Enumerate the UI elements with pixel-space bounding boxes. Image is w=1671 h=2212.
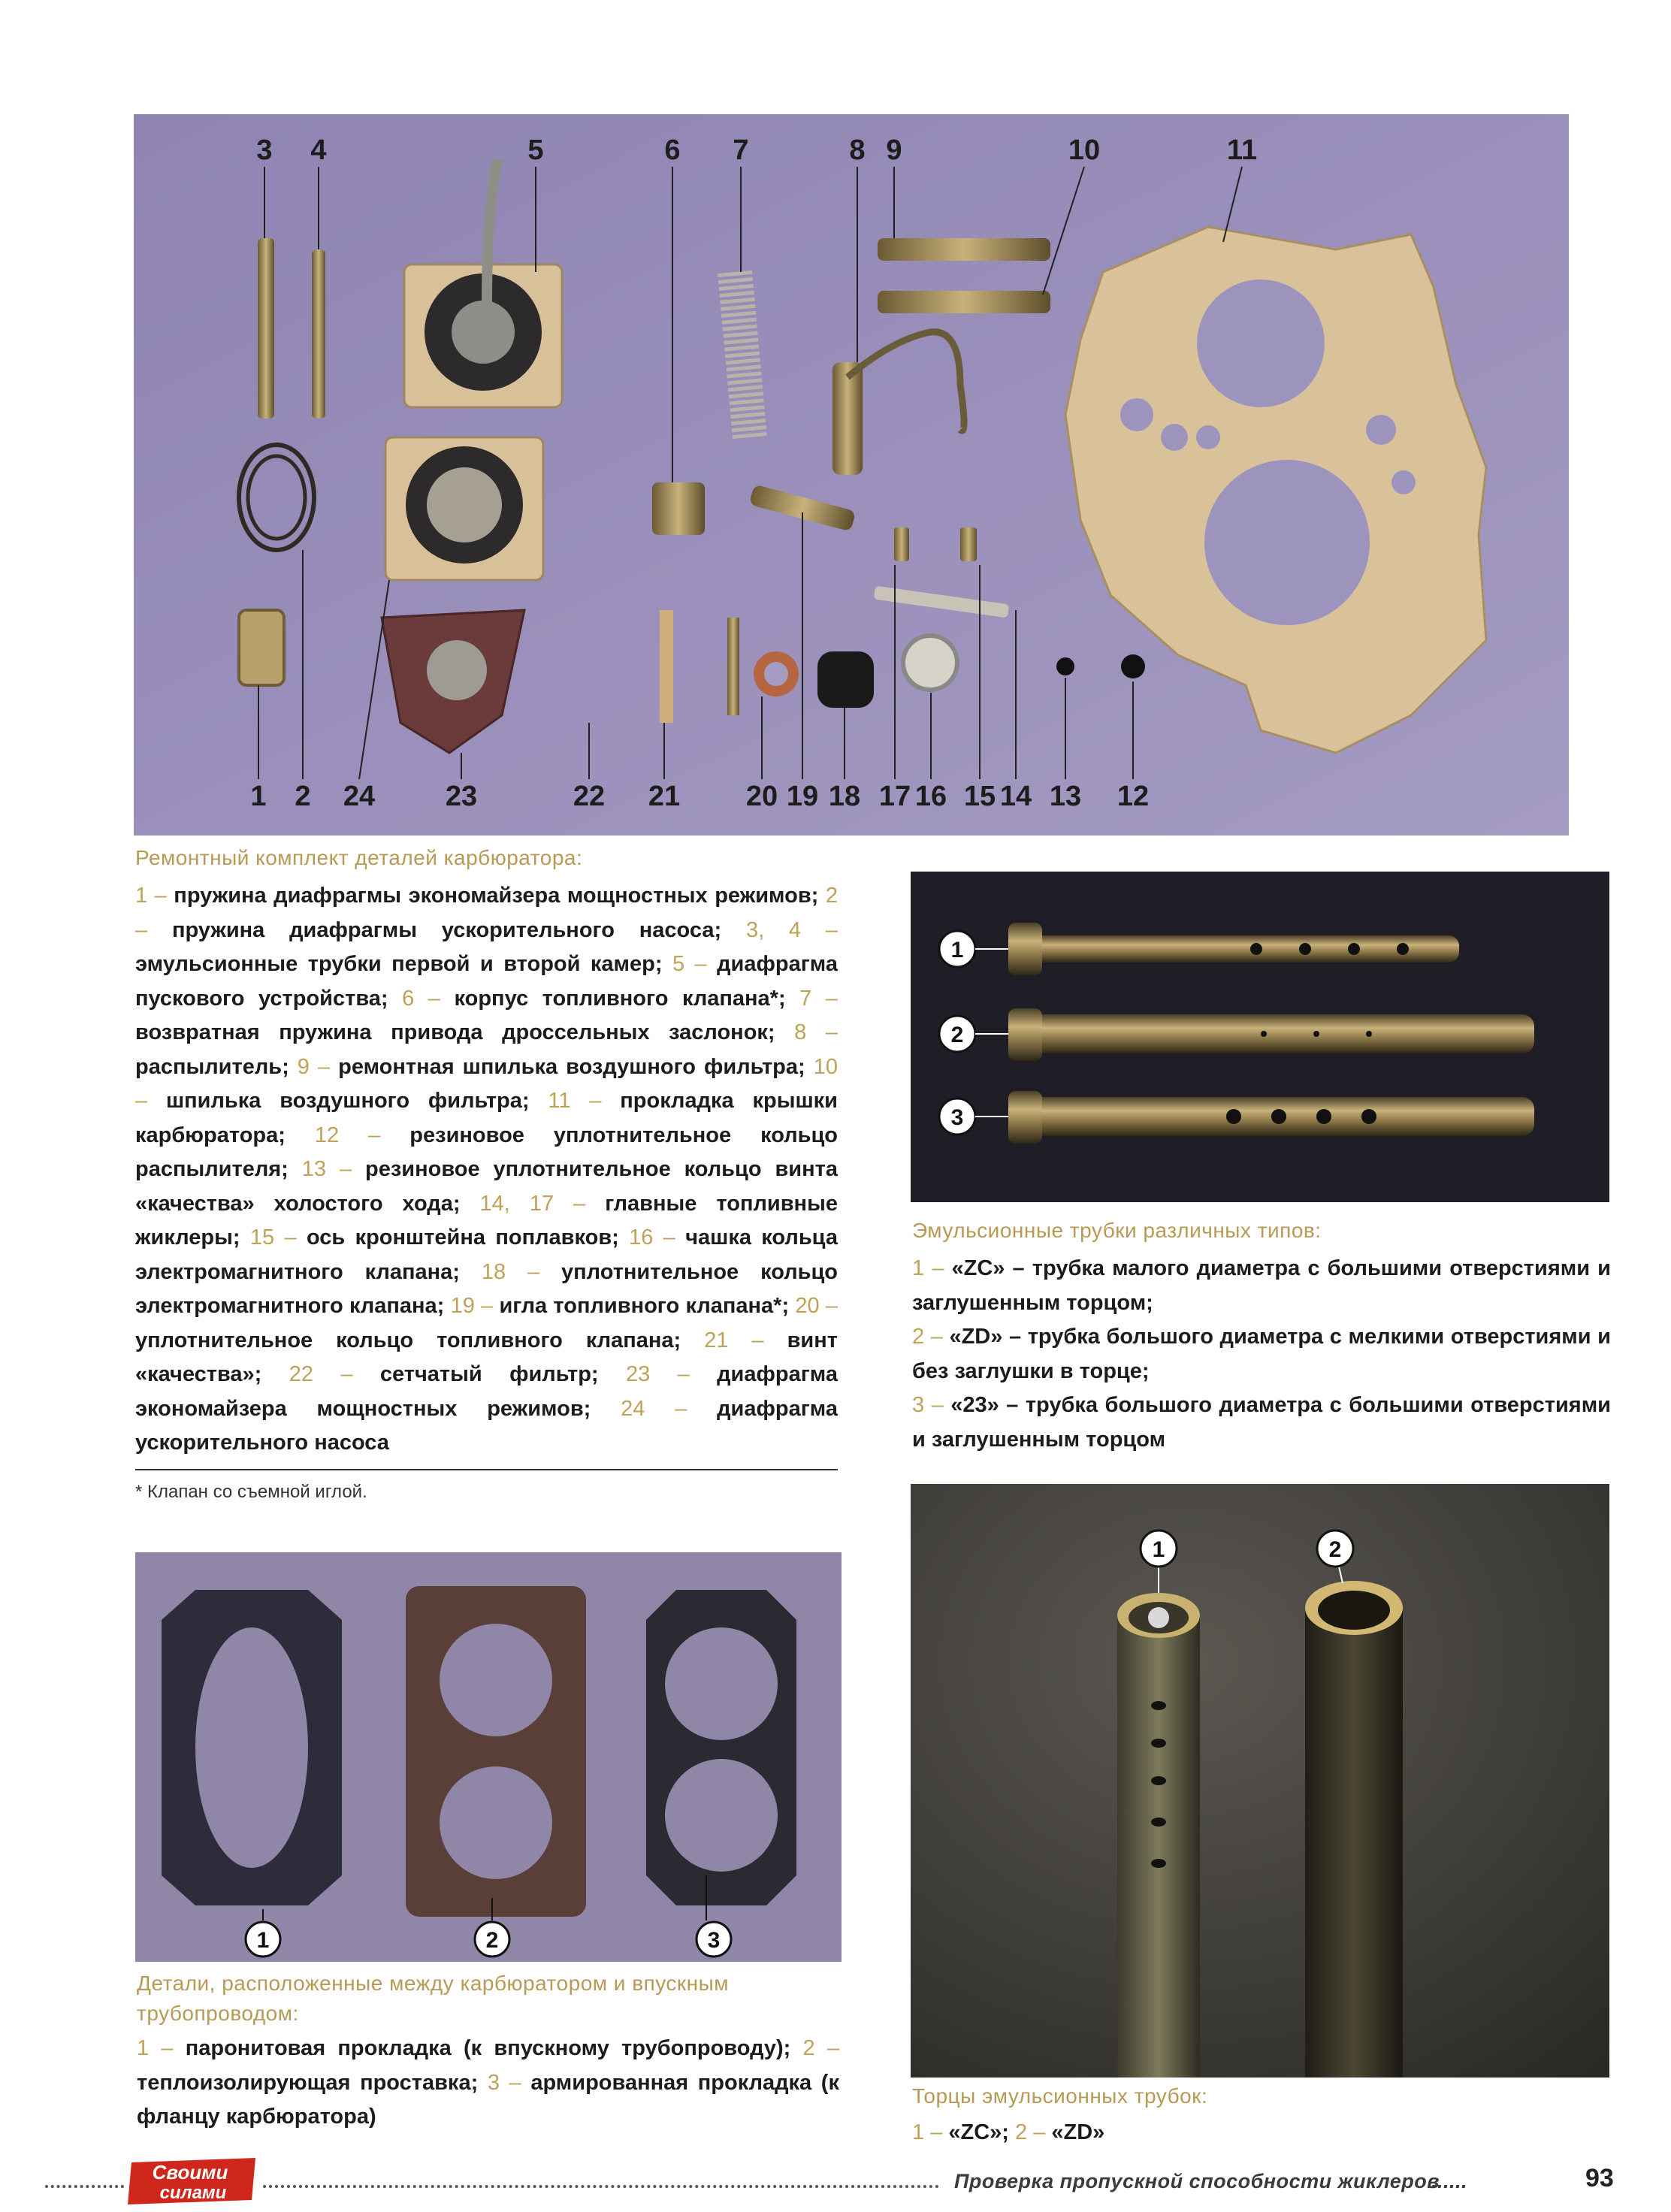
kit-caption-title: Ремонтный комплект деталей карбюратора: [135, 846, 583, 869]
kit-item-text: чашка кольца электромагнитного клапана; [135, 1225, 838, 1284]
tubes-item-number: 3 – [912, 1393, 944, 1417]
kit-item-number: 16 – [629, 1225, 675, 1250]
kit-item-number: 15 – [249, 1225, 297, 1250]
kit-item-text: корпус топливного клапана*; [440, 986, 800, 1011]
gasket-label-3: 3 [707, 1928, 721, 1953]
kit-item-text: эмульсионные трубки первой и второй камер; [135, 952, 672, 976]
label-15: 15 [963, 781, 996, 812]
kit-item-number: 5 – [672, 952, 707, 976]
label-22: 22 [573, 781, 606, 812]
tubes-item-text: «ZD» – трубка большого диаметра с мелкими отверстиями и без заглушки в торце; [912, 1325, 1611, 1383]
label-16: 16 [914, 781, 947, 812]
label-5: 5 [527, 134, 544, 166]
kit-item-text: пружина диафрагмы экономайзера мощностных режимов; [166, 884, 826, 908]
gaskets-item-number: 2 – [802, 2036, 839, 2060]
kit-item-text: ось кронштейна поплавков; [296, 1225, 630, 1250]
ends-item-text: «ZD» [1045, 2120, 1105, 2144]
label-6: 6 [664, 134, 681, 166]
kit-item-number: 13 – [301, 1157, 352, 1181]
label-3: 3 [256, 134, 273, 166]
kit-caption-text [135, 879, 838, 1461]
kit-item-number: 2 – [135, 884, 838, 942]
kit-item-number: 11 – [548, 1089, 602, 1113]
gaskets-caption-title: Детали, расположенные между карбюратором и впускным трубопроводом: [137, 1972, 730, 2025]
tube-label-3: 3 [950, 1105, 964, 1130]
tube-ends-photo [911, 1484, 1609, 2078]
kit-item-text: диафрагма ускорительного насоса [135, 1396, 838, 1455]
kit-item-number: 21 – [704, 1328, 764, 1352]
label-4: 4 [310, 134, 327, 166]
tubes-item-text: «23» – трубка большого диаметра с большими отверстиями и заглушенным торцом [912, 1393, 1611, 1452]
gaskets-item-text: теплоизолирующая проставка; [137, 2070, 488, 2095]
kit-item-text: уплотнительное кольцо электромагнитного клапана; [135, 1259, 838, 1318]
kit-item-text: главные топливные жиклеры; [135, 1191, 838, 1250]
label-17: 17 [878, 781, 911, 812]
tubes-item-text: «ZC» – трубка малого диаметра с большими отверстиями и заглушенным торцом; [912, 1256, 1611, 1315]
ends-item-number: 1 – [912, 2120, 943, 2144]
label-19: 19 [786, 781, 819, 812]
kit-item-text: диафрагма экономайзера мощностных режимов; [135, 1362, 838, 1421]
label-8: 8 [849, 134, 866, 166]
kit-item-number: 6 – [402, 986, 440, 1011]
kit-item-number: 20 – [795, 1294, 838, 1318]
repair-kit-photo [134, 114, 1569, 836]
gasket-label-1: 1 [256, 1928, 270, 1953]
footer-section-title: Проверка пропускной способности жиклеров [954, 2170, 1440, 2192]
kit-item-number: 14, 17 – [479, 1191, 586, 1216]
label-1: 1 [250, 781, 267, 812]
kit-item-text: диафрагма пускового устройства; [135, 952, 838, 1011]
kit-item-number: 10 – [135, 1054, 838, 1113]
gaskets-photo [135, 1552, 842, 1962]
footnote: * Клапан со съемной иглой. [135, 1482, 367, 1502]
end-label-1: 1 [1152, 1537, 1165, 1562]
gaskets-item-number: 1 – [137, 2036, 174, 2060]
kit-item-number: 8 – [794, 1020, 838, 1044]
gaskets-item-number: 3 – [487, 2070, 521, 2095]
magazine-logo [124, 2155, 259, 2207]
kit-item-number: 7 – [799, 986, 838, 1011]
kit-item-number: 1 – [135, 884, 167, 908]
kit-item-number: 24 – [621, 1396, 687, 1421]
label-12: 12 [1117, 781, 1150, 812]
page-number: 93 [1585, 2164, 1614, 2192]
footer-dots-left [45, 2185, 124, 2188]
label-24: 24 [343, 781, 376, 812]
tube-label-1: 1 [950, 938, 964, 962]
gaskets-item-text: армированная прокладка (к фланцу карбюратора) [137, 2070, 839, 2129]
kit-item-text: игла топливного клапана*; [493, 1294, 796, 1318]
kit-item-number: 19 – [450, 1294, 494, 1318]
gasket-label-2: 2 [485, 1928, 499, 1953]
label-23: 23 [445, 781, 478, 812]
tubes-item-number: 2 – [912, 1325, 943, 1349]
kit-item-text: уплотнительное кольцо топливного клапана; [135, 1328, 705, 1352]
label-20: 20 [745, 781, 778, 812]
kit-item-number: 22 – [289, 1362, 353, 1386]
footnote-rule [135, 1469, 838, 1470]
label-18: 18 [828, 781, 861, 812]
logo-text-1: Своими [152, 2161, 228, 2183]
label-2: 2 [295, 781, 311, 812]
ends-caption-text [912, 2116, 1611, 2150]
kit-item-text: сетчатый фильтр; [352, 1362, 626, 1386]
gaskets-item-text: паронитовая прокладка (к впускному трубопроводу); [173, 2036, 803, 2060]
label-10: 10 [1068, 134, 1101, 166]
label-14: 14 [999, 781, 1032, 812]
kit-item-text: шпилька воздушного фильтра; [147, 1089, 548, 1113]
kit-item-text: прокладка крышки карбюратора; [135, 1089, 838, 1147]
label-9: 9 [886, 134, 902, 166]
kit-item-text: винт «качества»; [135, 1328, 838, 1386]
kit-item-text: ремонтная шпилька воздушного фильтра; [330, 1054, 814, 1079]
ends-caption-title: Торцы эмульсионных трубок: [912, 2084, 1208, 2108]
tubes-caption-title: Эмульсионные трубки различных типов: [912, 1219, 1322, 1242]
kit-item-text: возвратная пружина привода дроссельных заслонок; [135, 1020, 795, 1044]
kit-item-number: 12 – [314, 1123, 381, 1147]
kit-item-number: 3, 4 – [745, 917, 838, 942]
tubes-item-number: 1 – [912, 1256, 944, 1280]
label-21: 21 [648, 781, 681, 812]
label-13: 13 [1049, 781, 1082, 812]
end-label-2: 2 [1328, 1537, 1342, 1562]
ends-item-number: 2 – [1015, 2120, 1046, 2144]
kit-item-text: резиновое уплотнительное кольцо распылителя; [135, 1123, 838, 1181]
footer-dots-text: ...... [1431, 2170, 1468, 2192]
label-11: 11 [1226, 134, 1258, 166]
kit-item-text: резиновое уплотнительное кольцо винта «качества» холостого хода; [135, 1157, 838, 1216]
kit-item-number: 9 – [297, 1054, 331, 1079]
tube-label-2: 2 [950, 1023, 964, 1047]
label-7: 7 [733, 134, 749, 166]
kit-item-text: распылитель; [135, 1054, 298, 1079]
tubes-caption-text [912, 1252, 1611, 1457]
emulsion-tubes-photo [911, 872, 1609, 1202]
ends-item-text: «ZC»; [942, 2120, 1016, 2144]
kit-item-text: пружина диафрагмы ускорительного насоса; [147, 917, 746, 942]
logo-text-2: силами [159, 2183, 227, 2203]
gaskets-caption-text [137, 2032, 839, 2135]
footer-dots-middle [263, 2185, 939, 2188]
kit-item-number: 18 – [481, 1259, 540, 1284]
kit-item-number: 23 – [625, 1362, 690, 1386]
